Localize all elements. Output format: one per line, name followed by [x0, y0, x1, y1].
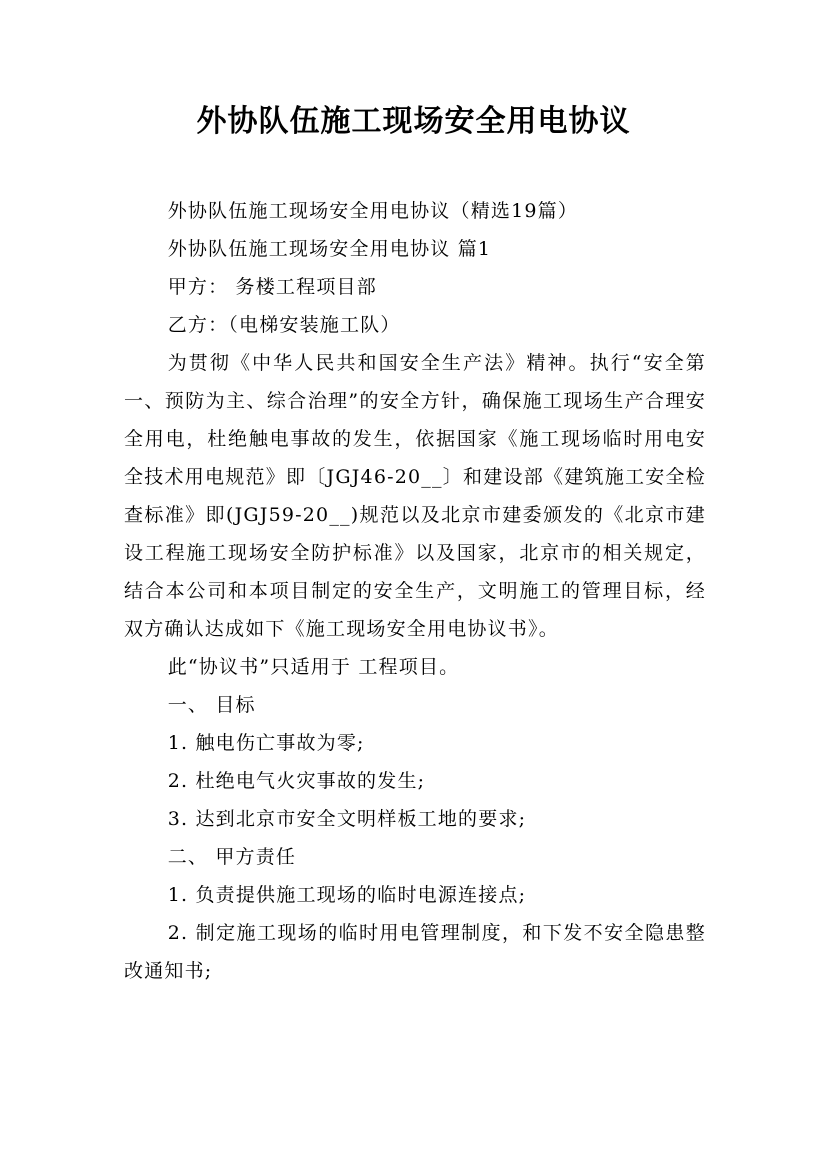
- paragraph-duty-1: 1. 负责提供施工现场的临时电源连接点;: [167, 884, 527, 906]
- paragraph-party-b: 乙方：（电梯安装施工队）: [167, 314, 401, 336]
- paragraph-scope: 此“协议书”只适用于 工程项目。: [167, 656, 460, 678]
- document-body: [124, 192, 706, 990]
- paragraph-goals-heading: 一、 目标: [167, 694, 256, 716]
- paragraph-preamble: 为贯彻《中华人民共和国安全生产法》精神。执行“安全第一、预防为主、综合治理”的安全方针，确保施工现场生产合理安全用电，杜绝触电事故的发生，依据国家《施工现场临时用电安全技术用电规范》即〔JGJ46-20__〕和建设部《建筑施工安全检查标准》即(JGJ59-20__)规范以及北京市建委颁发的《北京市建设工程施工现场安全防护标准》以及国家，北京市的相关规定，结合本公司和本项目制定的安全生产，文明施工的管理目标，经双方确认达成如下《施工现场安全用电协议书》。: [124, 352, 706, 640]
- paragraph-goal-3: 3. 达到北京市安全文明样板工地的要求;: [167, 808, 527, 830]
- paragraph-subtitle: 外协队伍施工现场安全用电协议（精选19篇）: [167, 200, 579, 222]
- paragraph-goal-2: 2. 杜绝电气火灾事故的发生;: [167, 770, 426, 792]
- paragraph-section-heading: 外协队伍施工现场安全用电协议 篇1: [167, 238, 492, 260]
- paragraph-duty-2: 2. 制定施工现场的临时用电管理制度，和下发不安全隐患整改通知书;: [124, 922, 706, 982]
- paragraph-party-a-duties-heading: 二、 甲方责任: [167, 846, 297, 868]
- paragraph-party-a: 甲方： 务楼工程项目部: [167, 276, 377, 298]
- document-title: 外协队伍施工现场安全用电协议: [196, 104, 631, 139]
- paragraph-goal-1: 1. 触电伤亡事故为零;: [167, 732, 365, 754]
